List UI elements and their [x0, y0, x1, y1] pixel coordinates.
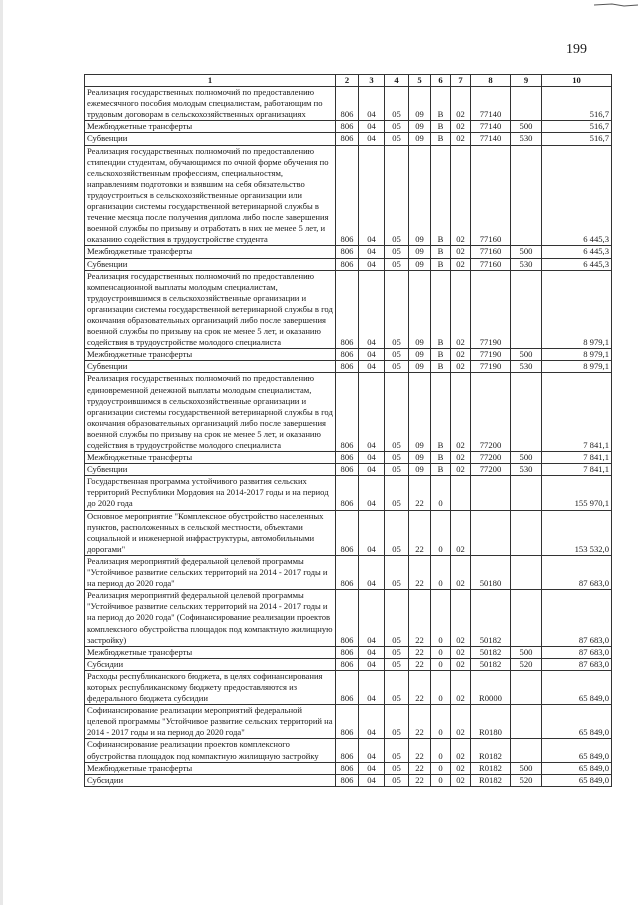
- code-admin-cell: 806: [336, 258, 359, 270]
- row-name-cell: Реализация государственных полномочий по предоставлению компенсационной выплаты молодым специалистам, трудоустроившимся в сельскохозяйственные организации и организации системы государственной ветеринарной службы в год окончания образовательных организаций либо после завершения военной службы по призыву на срок не менее 5 лет, и оказанию содействия в трудоустройстве молодого специалиста: [85, 270, 336, 349]
- page-edge: [0, 0, 3, 905]
- code-admin-cell: 806: [336, 670, 359, 704]
- row-name-cell: Межбюджетные трансферты: [85, 762, 336, 774]
- code-expense-type-cell: [511, 87, 542, 121]
- amount-cell: 7 841,1: [542, 464, 612, 476]
- code-direction-cell: 77160: [471, 145, 511, 246]
- code-direction-cell: R0182: [471, 762, 511, 774]
- amount-cell: 7 841,1: [542, 373, 612, 452]
- row-name-cell: Реализация государственных полномочий по предоставлению ежемесячного пособия молодым специалистам, работающим по трудовым договорам в сельскохозяйственных организациях: [85, 87, 336, 121]
- code-direction-cell: [471, 476, 511, 510]
- code-subprogram-cell: В: [431, 133, 451, 145]
- code-section-cell: 04: [359, 774, 385, 786]
- code-expense-type-cell: 500: [511, 349, 542, 361]
- table-row: [85, 258, 612, 270]
- table-row: [85, 476, 612, 510]
- code-subsection-cell: 05: [385, 705, 409, 739]
- table-header-row: [85, 75, 612, 87]
- code-expense-type-cell: 520: [511, 658, 542, 670]
- amount-cell: 87 683,0: [542, 590, 612, 646]
- code-program-cell: 09: [409, 121, 431, 133]
- code-subsection-cell: 05: [385, 555, 409, 589]
- table-row: [85, 246, 612, 258]
- code-subsection-cell: 05: [385, 133, 409, 145]
- code-section-cell: 04: [359, 349, 385, 361]
- row-name-cell: Реализация мероприятий федеральной целевой программы "Устойчивое развитие сельских территорий на 2014 - 2017 годы и на период до 2020 года": [85, 555, 336, 589]
- code-program-cell: 22: [409, 774, 431, 786]
- code-direction-cell: 77140: [471, 133, 511, 145]
- code-admin-cell: 806: [336, 361, 359, 373]
- code-subsection-cell: 05: [385, 258, 409, 270]
- code-event-cell: 02: [451, 555, 471, 589]
- code-expense-type-cell: 520: [511, 774, 542, 786]
- amount-cell: 65 849,0: [542, 705, 612, 739]
- amount-cell: 87 683,0: [542, 646, 612, 658]
- code-program-cell: 09: [409, 258, 431, 270]
- table-row: [85, 133, 612, 145]
- code-subsection-cell: 05: [385, 452, 409, 464]
- code-expense-type-cell: 500: [511, 762, 542, 774]
- code-direction-cell: R0182: [471, 774, 511, 786]
- code-subprogram-cell: 0: [431, 670, 451, 704]
- amount-cell: 87 683,0: [542, 658, 612, 670]
- code-subprogram-cell: В: [431, 121, 451, 133]
- code-subprogram-cell: 0: [431, 555, 451, 589]
- code-direction-cell: 77200: [471, 464, 511, 476]
- amount-cell: 65 849,0: [542, 739, 612, 762]
- code-expense-type-cell: [511, 510, 542, 555]
- code-subprogram-cell: В: [431, 246, 451, 258]
- row-name-cell: Межбюджетные трансферты: [85, 452, 336, 464]
- code-subsection-cell: 05: [385, 246, 409, 258]
- header-cell: 3: [359, 75, 385, 87]
- code-admin-cell: 806: [336, 464, 359, 476]
- code-subprogram-cell: В: [431, 145, 451, 246]
- code-event-cell: 02: [451, 361, 471, 373]
- code-expense-type-cell: 500: [511, 121, 542, 133]
- amount-cell: 65 849,0: [542, 670, 612, 704]
- code-section-cell: 04: [359, 133, 385, 145]
- code-program-cell: 09: [409, 246, 431, 258]
- code-section-cell: 04: [359, 705, 385, 739]
- scan-corner-mark: [594, 2, 638, 10]
- code-admin-cell: 806: [336, 705, 359, 739]
- code-event-cell: 02: [451, 87, 471, 121]
- amount-cell: 65 849,0: [542, 762, 612, 774]
- row-name-cell: Софинансирование реализации проектов комплексного обустройства площадок под компактную жилищную застройку: [85, 739, 336, 762]
- code-expense-type-cell: [511, 476, 542, 510]
- code-direction-cell: 77190: [471, 349, 511, 361]
- code-admin-cell: 806: [336, 658, 359, 670]
- amount-cell: 65 849,0: [542, 774, 612, 786]
- row-name-cell: Межбюджетные трансферты: [85, 646, 336, 658]
- code-direction-cell: 77200: [471, 373, 511, 452]
- table-row: [85, 349, 612, 361]
- row-name-cell: Субвенции: [85, 258, 336, 270]
- code-section-cell: 04: [359, 590, 385, 646]
- code-subsection-cell: 05: [385, 739, 409, 762]
- table-row: [85, 452, 612, 464]
- code-subprogram-cell: В: [431, 87, 451, 121]
- row-name-cell: Субвенции: [85, 361, 336, 373]
- table-row: [85, 145, 612, 246]
- code-section-cell: 04: [359, 555, 385, 589]
- code-section-cell: 04: [359, 510, 385, 555]
- code-section-cell: 04: [359, 121, 385, 133]
- code-subsection-cell: 05: [385, 87, 409, 121]
- code-event-cell: [451, 476, 471, 510]
- code-program-cell: 09: [409, 133, 431, 145]
- code-subprogram-cell: 0: [431, 510, 451, 555]
- code-admin-cell: 806: [336, 145, 359, 246]
- code-subprogram-cell: В: [431, 464, 451, 476]
- code-expense-type-cell: [511, 555, 542, 589]
- code-admin-cell: 806: [336, 476, 359, 510]
- row-name-cell: Субвенции: [85, 133, 336, 145]
- amount-cell: 8 979,1: [542, 361, 612, 373]
- table-row: [85, 121, 612, 133]
- code-event-cell: 02: [451, 762, 471, 774]
- header-cell: 1: [85, 75, 336, 87]
- table-row: [85, 670, 612, 704]
- code-subprogram-cell: 0: [431, 762, 451, 774]
- table-row: [85, 373, 612, 452]
- code-event-cell: 02: [451, 739, 471, 762]
- code-subsection-cell: 05: [385, 762, 409, 774]
- header-cell: 4: [385, 75, 409, 87]
- code-event-cell: 02: [451, 464, 471, 476]
- row-name-cell: Реализация государственных полномочий по предоставлению стипендии студентам, обучающимся по очной форме обучения по сельскохозяйственным профессиям, специальностям, направлениям подготовки и взявшим на себя обязательство трудоустроиться в сельскохозяйственные организации или организации системы государственной ветеринарной службы в течение месяца после получения диплома либо после завершения военной службы по призыву и отработать в них не менее 5 лет, и оказанию содействия в трудоустройстве студента: [85, 145, 336, 246]
- code-direction-cell: 77140: [471, 87, 511, 121]
- amount-cell: 8 979,1: [542, 270, 612, 349]
- row-name-cell: Софинансирование реализации мероприятий федеральной целевой программы "Устойчивое развитие сельских территорий на 2014 - 2017 годы и на период до 2020 года": [85, 705, 336, 739]
- table-row: [85, 590, 612, 646]
- code-admin-cell: 806: [336, 510, 359, 555]
- table-row: [85, 464, 612, 476]
- code-admin-cell: 806: [336, 762, 359, 774]
- header-cell: 7: [451, 75, 471, 87]
- code-subprogram-cell: В: [431, 452, 451, 464]
- code-expense-type-cell: [511, 145, 542, 246]
- code-direction-cell: 50182: [471, 658, 511, 670]
- code-subprogram-cell: 0: [431, 658, 451, 670]
- code-expense-type-cell: [511, 670, 542, 704]
- code-admin-cell: 806: [336, 646, 359, 658]
- code-admin-cell: 806: [336, 452, 359, 464]
- code-subsection-cell: 05: [385, 670, 409, 704]
- code-event-cell: 02: [451, 133, 471, 145]
- code-expense-type-cell: 530: [511, 464, 542, 476]
- code-subprogram-cell: В: [431, 258, 451, 270]
- code-direction-cell: 50182: [471, 646, 511, 658]
- code-expense-type-cell: [511, 270, 542, 349]
- code-subsection-cell: 05: [385, 590, 409, 646]
- row-name-cell: Межбюджетные трансферты: [85, 349, 336, 361]
- code-admin-cell: 806: [336, 349, 359, 361]
- code-event-cell: 02: [451, 145, 471, 246]
- code-expense-type-cell: [511, 373, 542, 452]
- table-row: [85, 87, 612, 121]
- code-direction-cell: [471, 510, 511, 555]
- code-subprogram-cell: 0: [431, 739, 451, 762]
- header-cell: 10: [542, 75, 612, 87]
- table-row: [85, 705, 612, 739]
- code-event-cell: 02: [451, 590, 471, 646]
- code-admin-cell: 806: [336, 270, 359, 349]
- code-program-cell: 09: [409, 361, 431, 373]
- code-expense-type-cell: [511, 705, 542, 739]
- code-expense-type-cell: 530: [511, 361, 542, 373]
- code-program-cell: 22: [409, 590, 431, 646]
- code-direction-cell: R0180: [471, 705, 511, 739]
- amount-cell: 6 445,3: [542, 246, 612, 258]
- code-section-cell: 04: [359, 270, 385, 349]
- code-event-cell: 02: [451, 658, 471, 670]
- code-program-cell: 22: [409, 510, 431, 555]
- table-row: [85, 762, 612, 774]
- code-direction-cell: 77160: [471, 246, 511, 258]
- code-subprogram-cell: 0: [431, 705, 451, 739]
- code-program-cell: 22: [409, 705, 431, 739]
- code-admin-cell: 806: [336, 555, 359, 589]
- code-subsection-cell: 05: [385, 121, 409, 133]
- code-subprogram-cell: В: [431, 373, 451, 452]
- code-section-cell: 04: [359, 658, 385, 670]
- code-section-cell: 04: [359, 361, 385, 373]
- row-name-cell: Основное мероприятие "Комплексное обустройство населенных пунктов, расположенных в сельской местности, объектами социальной и инженерной инфраструктуры, автомобильными дорогами": [85, 510, 336, 555]
- table-row: [85, 739, 612, 762]
- code-section-cell: 04: [359, 373, 385, 452]
- code-program-cell: 09: [409, 452, 431, 464]
- code-section-cell: 04: [359, 246, 385, 258]
- amount-cell: 516,7: [542, 121, 612, 133]
- amount-cell: 87 683,0: [542, 555, 612, 589]
- code-section-cell: 04: [359, 452, 385, 464]
- code-expense-type-cell: 500: [511, 452, 542, 464]
- code-direction-cell: 77190: [471, 361, 511, 373]
- header-cell: 9: [511, 75, 542, 87]
- code-program-cell: 09: [409, 87, 431, 121]
- amount-cell: 6 445,3: [542, 145, 612, 246]
- code-subsection-cell: 05: [385, 646, 409, 658]
- code-event-cell: 02: [451, 705, 471, 739]
- row-name-cell: Государственная программа устойчивого развития сельских территорий Республики Мордовия на 2014-2017 годы и на период до 2020 года: [85, 476, 336, 510]
- code-direction-cell: 77160: [471, 258, 511, 270]
- code-event-cell: 02: [451, 121, 471, 133]
- code-direction-cell: 50182: [471, 590, 511, 646]
- code-event-cell: 02: [451, 646, 471, 658]
- code-subprogram-cell: В: [431, 270, 451, 349]
- code-admin-cell: 806: [336, 774, 359, 786]
- code-expense-type-cell: 500: [511, 646, 542, 658]
- code-subprogram-cell: 0: [431, 646, 451, 658]
- row-name-cell: Реализация мероприятий федеральной целевой программы "Устойчивое развитие сельских территорий на 2014 - 2017 годы и на период до 2020 года" (Софинансирование реализации проектов комплексного обустройства площадок под компактную жилищную застройку): [85, 590, 336, 646]
- code-expense-type-cell: 500: [511, 246, 542, 258]
- code-expense-type-cell: 530: [511, 133, 542, 145]
- code-admin-cell: 806: [336, 739, 359, 762]
- code-admin-cell: 806: [336, 133, 359, 145]
- row-name-cell: Субсидии: [85, 658, 336, 670]
- table-row: [85, 270, 612, 349]
- code-section-cell: 04: [359, 762, 385, 774]
- table-row: [85, 658, 612, 670]
- code-subsection-cell: 05: [385, 510, 409, 555]
- code-section-cell: 04: [359, 87, 385, 121]
- code-subsection-cell: 05: [385, 145, 409, 246]
- code-section-cell: 04: [359, 464, 385, 476]
- row-name-cell: Расходы республиканского бюджета, в целях софинансирования которых республиканскому бюджету предоставляются из федерального бюджета субсидии: [85, 670, 336, 704]
- table-row: [85, 361, 612, 373]
- code-program-cell: 22: [409, 670, 431, 704]
- code-program-cell: 09: [409, 373, 431, 452]
- code-subprogram-cell: 0: [431, 476, 451, 510]
- table-row: [85, 555, 612, 589]
- code-admin-cell: 806: [336, 590, 359, 646]
- row-name-cell: Межбюджетные трансферты: [85, 121, 336, 133]
- amount-cell: 516,7: [542, 87, 612, 121]
- code-expense-type-cell: 530: [511, 258, 542, 270]
- row-name-cell: Межбюджетные трансферты: [85, 246, 336, 258]
- code-subsection-cell: 05: [385, 658, 409, 670]
- code-event-cell: 02: [451, 670, 471, 704]
- code-admin-cell: 806: [336, 373, 359, 452]
- code-direction-cell: 77190: [471, 270, 511, 349]
- code-section-cell: 04: [359, 739, 385, 762]
- code-expense-type-cell: [511, 739, 542, 762]
- code-program-cell: 22: [409, 658, 431, 670]
- code-admin-cell: 806: [336, 87, 359, 121]
- amount-cell: 7 841,1: [542, 452, 612, 464]
- code-subsection-cell: 05: [385, 476, 409, 510]
- code-program-cell: 22: [409, 646, 431, 658]
- code-direction-cell: R0000: [471, 670, 511, 704]
- code-subsection-cell: 05: [385, 373, 409, 452]
- code-program-cell: 22: [409, 762, 431, 774]
- code-event-cell: 02: [451, 373, 471, 452]
- code-program-cell: 22: [409, 555, 431, 589]
- code-event-cell: 02: [451, 258, 471, 270]
- code-subsection-cell: 05: [385, 774, 409, 786]
- table-row: [85, 510, 612, 555]
- code-direction-cell: 50180: [471, 555, 511, 589]
- budget-table: [84, 74, 612, 787]
- code-admin-cell: 806: [336, 246, 359, 258]
- row-name-cell: Субвенции: [85, 464, 336, 476]
- code-direction-cell: 77140: [471, 121, 511, 133]
- amount-cell: 8 979,1: [542, 349, 612, 361]
- table-body: [85, 87, 612, 787]
- code-subprogram-cell: В: [431, 361, 451, 373]
- code-direction-cell: 77200: [471, 452, 511, 464]
- header-cell: 8: [471, 75, 511, 87]
- code-subsection-cell: 05: [385, 361, 409, 373]
- code-program-cell: 09: [409, 349, 431, 361]
- code-event-cell: 02: [451, 349, 471, 361]
- header-cell: 5: [409, 75, 431, 87]
- table-row: [85, 646, 612, 658]
- code-program-cell: 09: [409, 270, 431, 349]
- code-program-cell: 22: [409, 476, 431, 510]
- header-cell: 2: [336, 75, 359, 87]
- code-program-cell: 09: [409, 145, 431, 246]
- code-event-cell: 02: [451, 774, 471, 786]
- code-admin-cell: 806: [336, 121, 359, 133]
- code-subsection-cell: 05: [385, 349, 409, 361]
- header-cell: 6: [431, 75, 451, 87]
- code-section-cell: 04: [359, 145, 385, 246]
- code-program-cell: 22: [409, 739, 431, 762]
- table-row: [85, 774, 612, 786]
- code-section-cell: 04: [359, 646, 385, 658]
- code-subsection-cell: 05: [385, 270, 409, 349]
- code-event-cell: 02: [451, 452, 471, 464]
- code-direction-cell: R0182: [471, 739, 511, 762]
- row-name-cell: Субсидии: [85, 774, 336, 786]
- code-section-cell: 04: [359, 258, 385, 270]
- code-subprogram-cell: 0: [431, 590, 451, 646]
- code-section-cell: 04: [359, 670, 385, 704]
- code-subprogram-cell: В: [431, 349, 451, 361]
- page-number: 199: [566, 42, 587, 57]
- row-name-cell: Реализация государственных полномочий по предоставлению единовременной денежной выплаты молодым специалистам, трудоустроившимся в сельскохозяйственные организации и организации системы государственной ветеринарной службы в год окончания образовательных организаций либо после завершения военной службы по призыву на срок не менее 5 лет, и оказанию содействия в трудоустройстве молодого специалиста: [85, 373, 336, 452]
- code-event-cell: 02: [451, 246, 471, 258]
- amount-cell: 155 970,1: [542, 476, 612, 510]
- code-subsection-cell: 05: [385, 464, 409, 476]
- code-event-cell: 02: [451, 510, 471, 555]
- code-subprogram-cell: 0: [431, 774, 451, 786]
- amount-cell: 153 532,0: [542, 510, 612, 555]
- code-program-cell: 09: [409, 464, 431, 476]
- amount-cell: 516,7: [542, 133, 612, 145]
- amount-cell: 6 445,3: [542, 258, 612, 270]
- code-event-cell: 02: [451, 270, 471, 349]
- code-section-cell: 04: [359, 476, 385, 510]
- code-expense-type-cell: [511, 590, 542, 646]
